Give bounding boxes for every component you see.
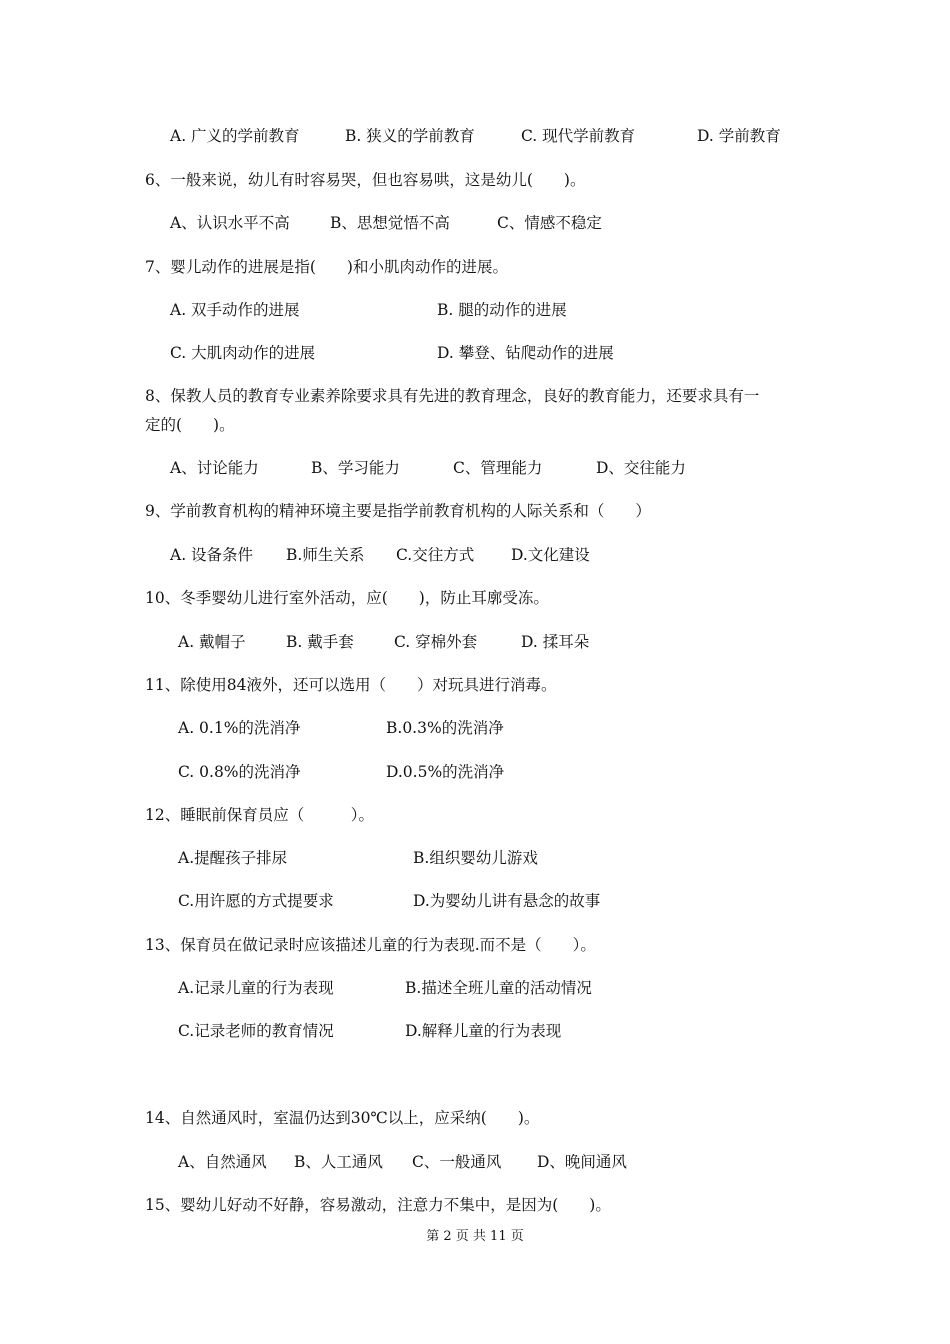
q15-stem: 15、婴幼儿好动不好静，容易激动，注意力不集中，是因为( )。 [145, 1196, 611, 1214]
q10-option-a: A. 戴帽子 [178, 633, 246, 651]
q11-option-b: B.0.3%的洗消净 [386, 719, 504, 737]
q11-stem: 11、除使用84液外，还可以选用（ ）对玩具进行消毒。 [145, 676, 557, 694]
q6-option-c: C、情感不稳定 [497, 214, 602, 232]
q8-option-c: C、管理能力 [453, 459, 543, 477]
q8-stem-line1: 8、保教人员的教育专业素养除要求具有先进的教育理念，良好的教育能力，还要求具有一 [145, 387, 760, 405]
q6-option-b: B、思想觉悟不高 [330, 214, 450, 232]
q14-option-a: A、自然通风 [178, 1153, 267, 1171]
q5-option-b: B. 狭义的学前教育 [345, 127, 475, 145]
q11-option-d: D.0.5%的洗消净 [386, 763, 505, 781]
q11-option-c: C. 0.8%的洗消净 [178, 763, 301, 781]
q10-option-c: C. 穿棉外套 [394, 633, 478, 651]
q9-option-a: A. 设备条件 [170, 546, 254, 564]
q8-option-a: A、讨论能力 [170, 459, 259, 477]
q8-option-d: D、交往能力 [596, 459, 686, 477]
q10-option-b: B. 戴手套 [286, 633, 354, 651]
q10-option-d: D. 揉耳朵 [521, 633, 590, 651]
q11-option-a: A. 0.1%的洗消净 [178, 719, 301, 737]
q9-option-c: C.交往方式 [396, 546, 475, 564]
q8-stem-line2: 定的( )。 [145, 416, 235, 434]
q12-option-c: C.用许愿的方式提要求 [178, 892, 334, 910]
q12-option-b: B.组织婴幼儿游戏 [413, 849, 538, 867]
q7-option-d: D. 攀登、钻爬动作的进展 [437, 344, 614, 362]
q6-stem: 6、一般来说，幼儿有时容易哭，但也容易哄，这是幼儿( )。 [145, 171, 586, 189]
q14-stem: 14、自然通风时，室温仍达到30℃以上，应采纳( )。 [145, 1109, 540, 1127]
q13-option-b: B.描述全班儿童的活动情况 [405, 979, 592, 997]
q10-stem: 10、冬季婴幼儿进行室外活动，应( )，防止耳廓受冻。 [145, 589, 549, 607]
q12-option-d: D.为婴幼儿讲有悬念的故事 [413, 892, 601, 910]
q14-option-d: D、晚间通风 [537, 1153, 627, 1171]
q9-option-d: D.文化建设 [511, 546, 590, 564]
q7-option-c: C. 大肌肉动作的进展 [170, 344, 316, 362]
q6-option-a: A、认识水平不高 [170, 214, 290, 232]
q5-option-a: A. 广义的学前教育 [170, 127, 300, 145]
q8-option-b: B、学习能力 [311, 459, 400, 477]
q13-stem: 13、保育员在做记录时应该描述儿童的行为表现.而不是（ ）。 [145, 936, 596, 954]
q13-option-a: A.记录儿童的行为表现 [178, 979, 334, 997]
q9-option-b: B.师生关系 [286, 546, 365, 564]
q12-stem: 12、睡眠前保育员应（ ）。 [145, 806, 374, 824]
q13-option-c: C.记录老师的教育情况 [178, 1022, 334, 1040]
q5-option-d: D. 学前教育 [697, 127, 781, 145]
q13-option-d: D.解释儿童的行为表现 [405, 1022, 562, 1040]
q7-option-a: A. 双手动作的进展 [170, 301, 300, 319]
q5-option-c: C. 现代学前教育 [521, 127, 636, 145]
q7-option-b: B. 腿的动作的进展 [437, 301, 567, 319]
q7-stem: 7、婴儿动作的进展是指( )和小肌肉动作的进展。 [145, 258, 508, 276]
page-footer: 第 2 页 共 11 页 [426, 1229, 524, 1244]
q9-stem: 9、学前教育机构的精神环境主要是指学前教育机构的人际关系和（ ） [145, 502, 651, 520]
q14-option-c: C、一般通风 [412, 1153, 502, 1171]
q12-option-a: A.提醒孩子排尿 [178, 849, 288, 867]
q14-option-b: B、人工通风 [294, 1153, 383, 1171]
